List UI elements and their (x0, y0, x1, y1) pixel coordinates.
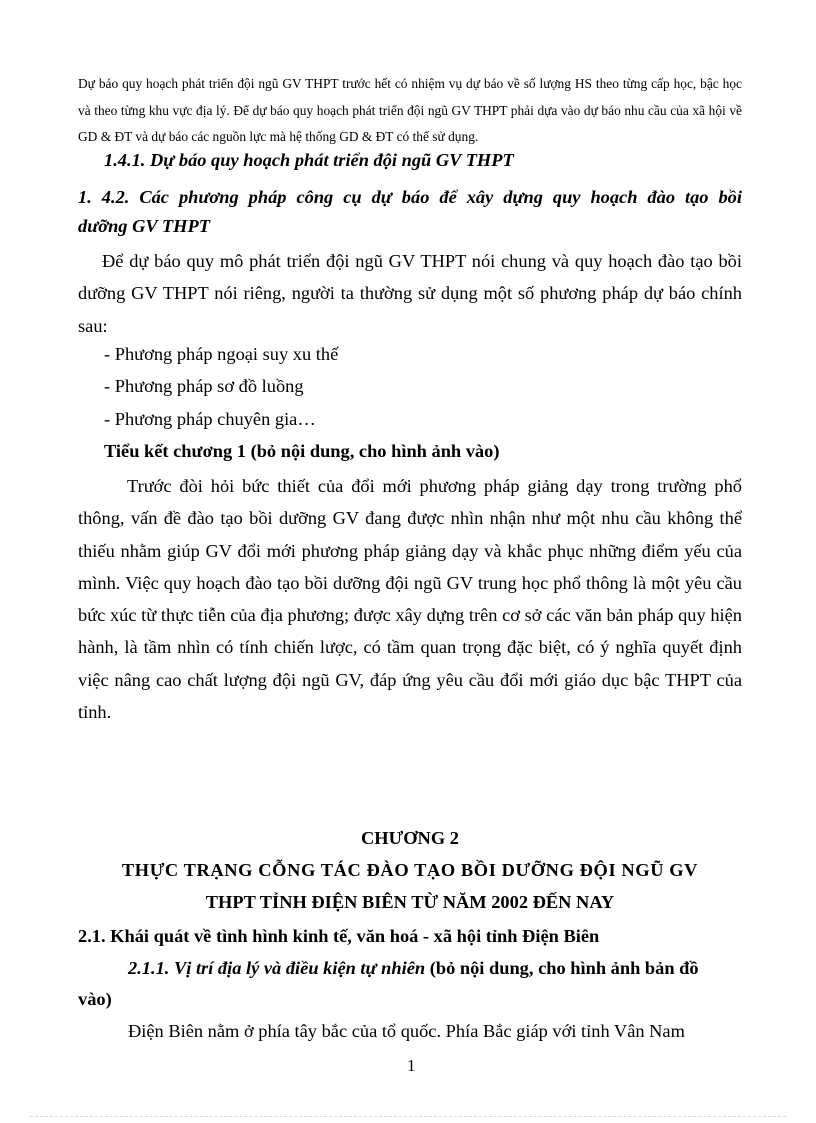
section-2-1-1-note-continued: vào) (78, 989, 112, 1009)
methods-paragraph: Để dự báo quy mô phát triển đội ngũ GV THPT nói chung và quy hoạch đào tạo bồi dưỡng GV THPT nói riêng, người ta thường sử dụng một số phương pháp dự báo chính sau: (78, 251, 742, 336)
summary-paragraph: Trước đòi hỏi bức thiết của đổi mới phương pháp giảng dạy trong trường phổ thông, vấn đề đào tạo bồi dưỡng GV đang được nhìn nhận như một nhu cầu không thể thiếu nhằm giúp GV đổi mới phương pháp giảng dạy và khắc phục những điểm yếu của mình. Việc quy hoạch đào tạo bồi dưỡng đội ngũ GV trung học phổ thông là một yêu cầu bức xúc từ thực tiễn của địa phương; được xây dựng trên cơ sở các văn bản pháp quy hiện hành, là tầm nhìn có tính chiến lược, có tầm quan trọng đặc biệt, có ý nghĩa quyết định việc nâng cao chất lượng đội ngũ GV, đáp ứng yêu cầu đổi mới giáo dục bậc THPT của tỉnh. (78, 476, 742, 723)
chapter-title-line2: THPT TỈNH ĐIỆN BIÊN TỪ NĂM 2002 ĐẾN NAY (205, 892, 615, 912)
heading-1-4-2-line2: dưỡng GV THPT (78, 216, 210, 236)
heading-1-4-2-line1: 1. 4.2. Các phương pháp công cụ dự báo để xây dựng quy hoạch đào tạo bồi (78, 187, 742, 207)
method-item: - Phương pháp sơ đồ luồng (104, 376, 304, 396)
section-2-1-1-title: 2.1.1. Vị trí địa lý và điều kiện tự nhiên (128, 958, 426, 978)
intro-paragraph: Dự báo quy hoạch phát triển đội ngũ GV THPT trước hết có nhiệm vụ dự báo về số lượng HS theo từng cấp học, bậc học và theo từng khu vực địa lý. Để dự báo quy hoạch phát triển đội ngũ GV THPT phải dựa vào dự báo nhu cầu của xã hội về GD & ĐT và dự báo các nguồn lực mà hệ thống GD & ĐT có thể sử dụng. (78, 76, 742, 144)
section-2-1-heading: 2.1. Khái quát về tình hình kinh tế, văn hoá - xã hội tỉnh Điện Biên (78, 926, 600, 946)
body-text-line: Điện Biên nằm ở phía tây bắc của tổ quốc. Phía Bắc giáp với tỉnh Vân Nam (128, 1021, 685, 1041)
method-item: - Phương pháp chuyên gia… (104, 409, 316, 429)
summary-heading: Tiểu kết chương 1 (bỏ nội dung, cho hình ảnh vào) (104, 441, 500, 461)
heading-1-4-1: 1.4.1. Dự báo quy hoạch phát triển đội ngũ GV THPT (104, 150, 514, 170)
chapter-label: CHƯƠNG 2 (361, 828, 459, 848)
page-bottom-divider (30, 1116, 786, 1117)
chapter-title-line1: THỰC TRẠNG CỖNG TÁC ĐÀO TẠO BỒI DƯỠNG ĐỘI NGŨ GV (121, 860, 699, 880)
section-2-1-1-note: (bỏ nội dung, cho hình ảnh bản đồ (425, 958, 699, 978)
page-number: 1 (407, 1056, 416, 1075)
section-2-1-1-heading (128, 958, 699, 979)
method-item: - Phương pháp ngoại suy xu thế (104, 344, 339, 364)
